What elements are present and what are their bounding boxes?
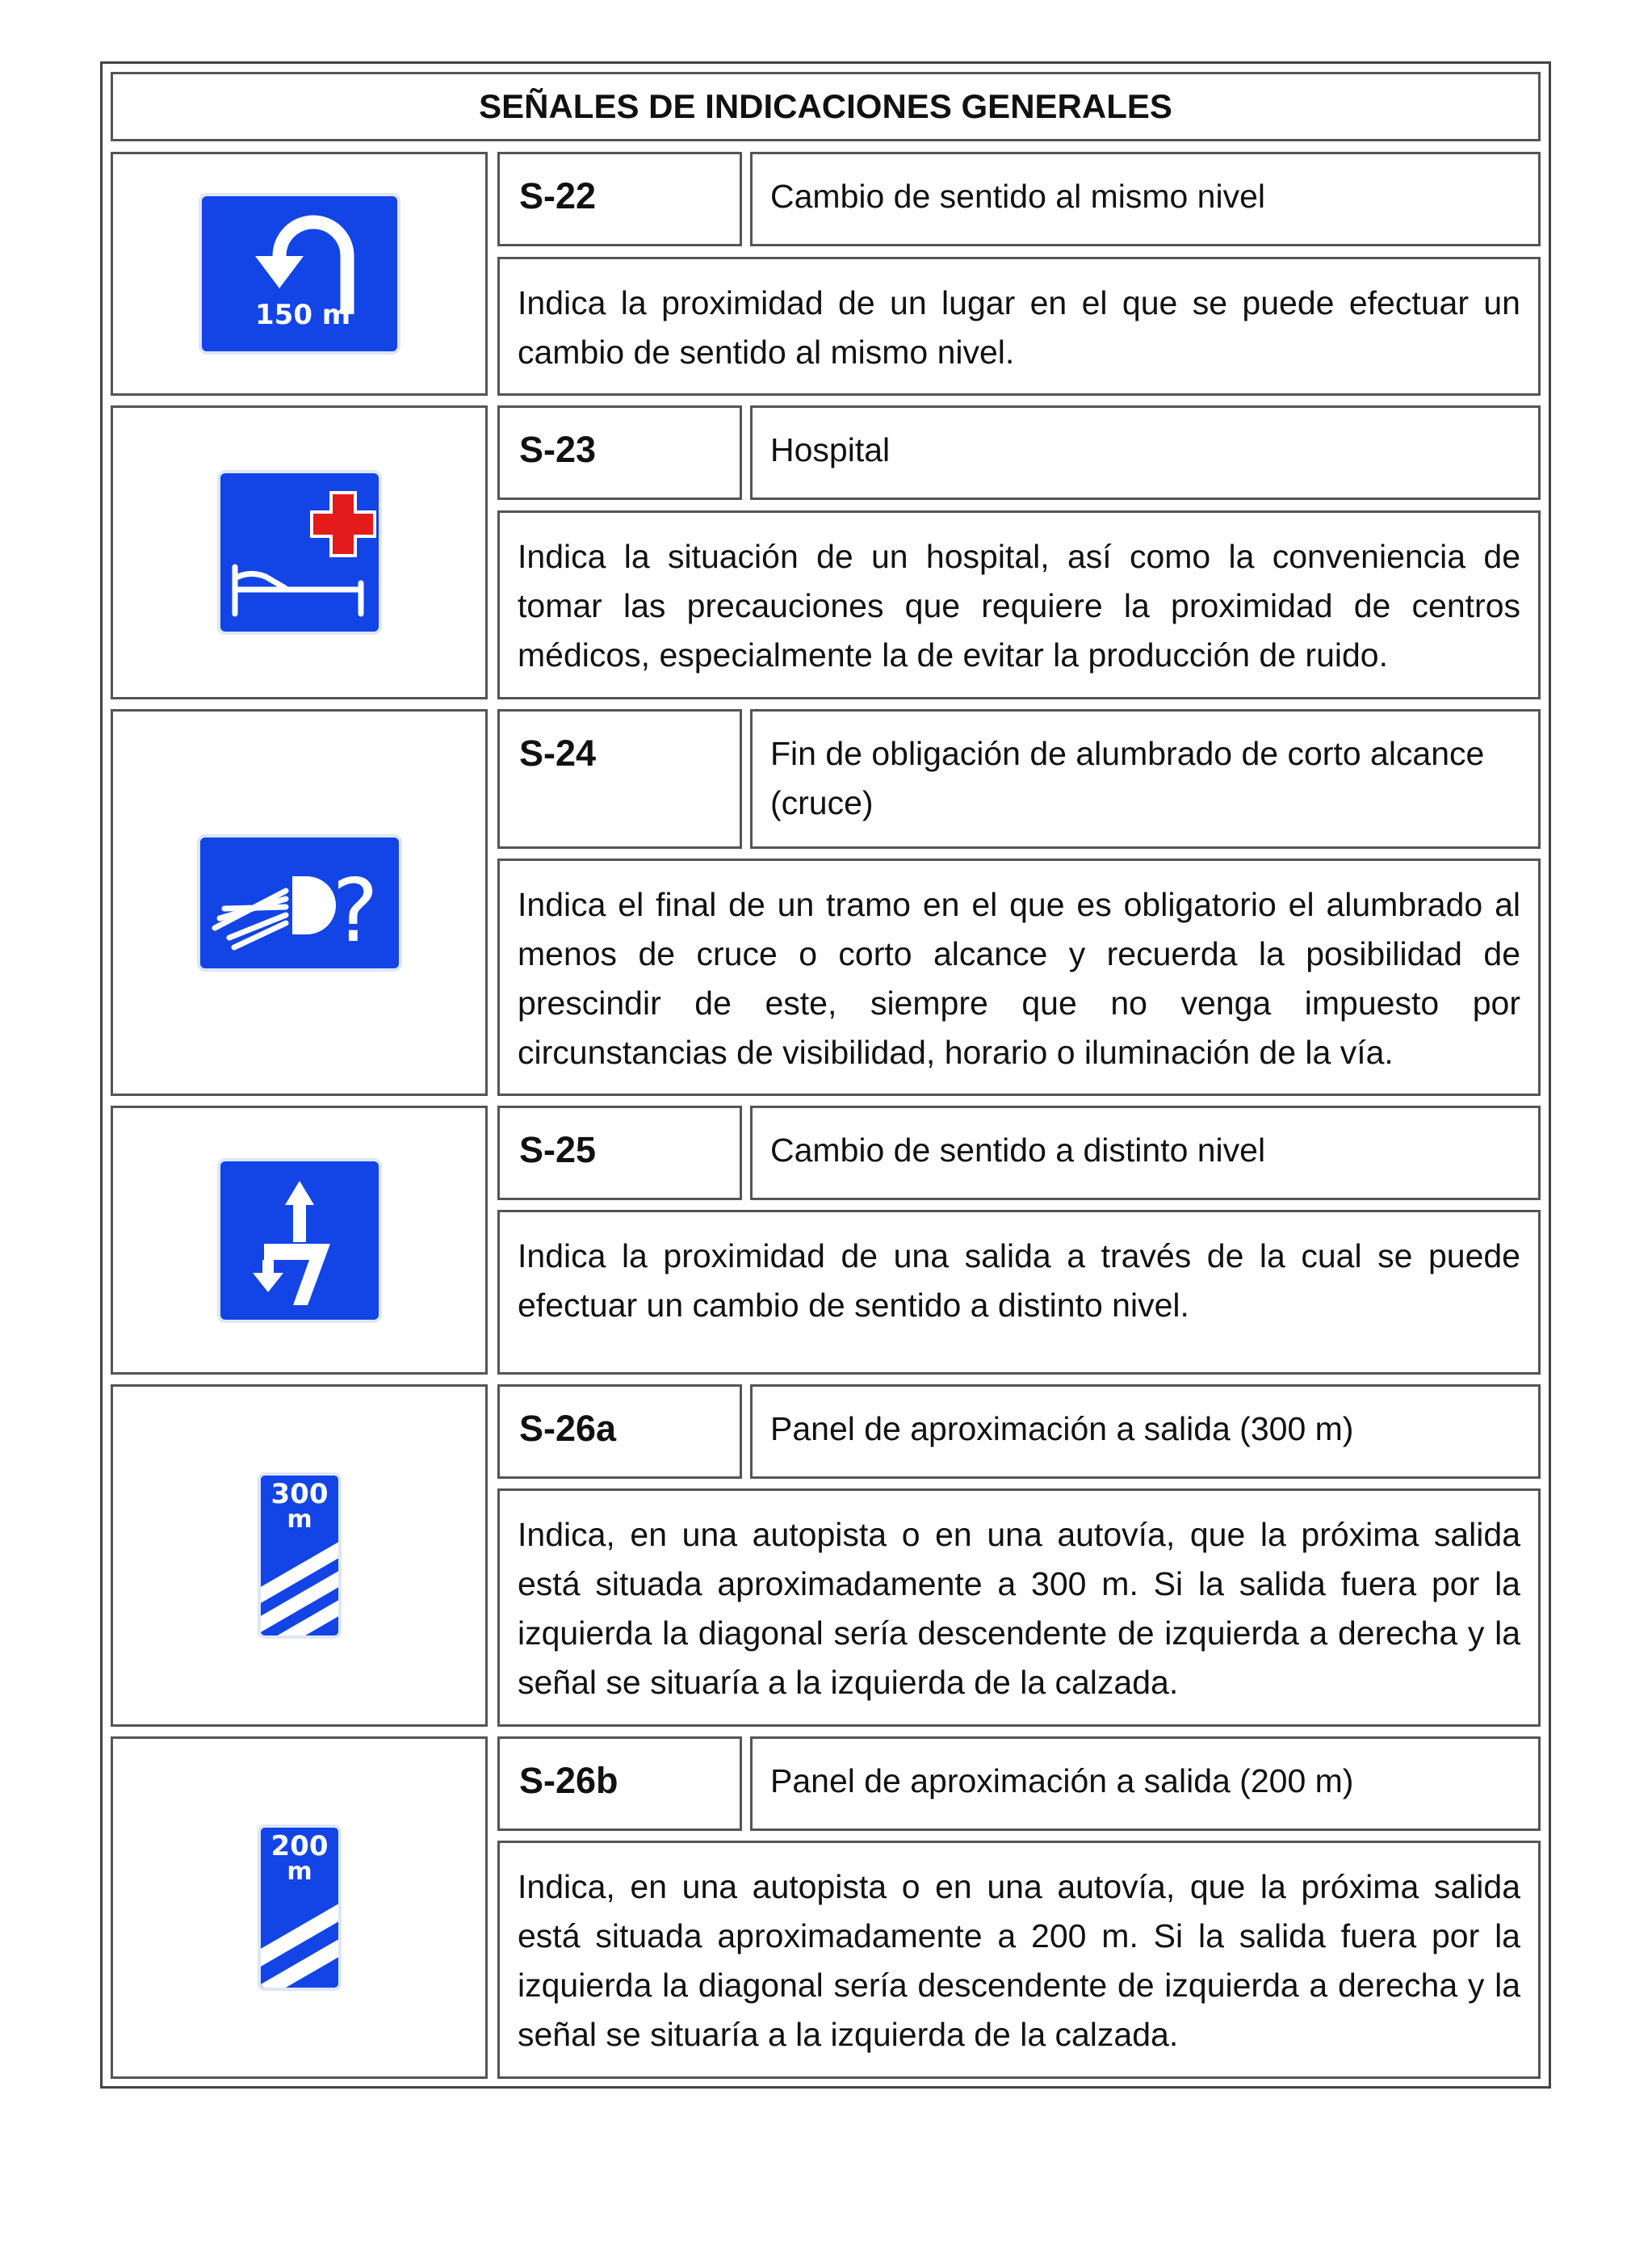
sign-description: Indica la proximidad de una salida a través de la cual se puede efectuar un cambio de sentido a distinto nivel. [497, 1210, 1541, 1375]
sign-distance-text: 150 m [254, 299, 350, 331]
sign-cell-s26b [111, 1736, 488, 2079]
question-mark-text: ? [331, 860, 379, 962]
sign-cell-s26a [111, 1384, 488, 1727]
sign-code: S-22 [497, 152, 742, 246]
sign-cell-s25 [111, 1106, 488, 1375]
sign-description: Indica la proximidad de un lugar en el que se puede efectuar un cambio de sentido al mismo nivel. [497, 257, 1541, 396]
sign-code: S-25 [497, 1106, 742, 1200]
sign-number-text: 200 [270, 1830, 328, 1862]
sign-description: Indica la situación de un hospital, así como la conveniencia de tomar las precauciones que requiere la proximidad de centros médicos, especialmente la de evitar la producción de ruido. [497, 510, 1541, 699]
exit-panel-icon [258, 1824, 342, 1991]
sign-code: S-23 [497, 405, 742, 500]
sign-description: Indica, en una autopista o en una autovía, que la próxima salida está situada aproximadamente a 300 m. Si la salida fuera por la izquierda la diagonal sería descendente de izquierda a derecha y la señal se situaría a la izquierda de la calzada. [497, 1488, 1541, 1727]
sign-name: Fin de obligación de alumbrado de corto alcance (cruce) [750, 709, 1541, 849]
sign-code: S-24 [497, 709, 742, 849]
sign-name: Hospital [750, 405, 1541, 500]
sign-name: Cambio de sentido al mismo nivel [750, 152, 1541, 246]
sign-unit-text: m [286, 1858, 312, 1886]
headlight-question-icon [197, 834, 402, 972]
sign-code: S-26b [497, 1736, 742, 1831]
exit-panel-icon [258, 1472, 342, 1639]
sign-cell-s22 [111, 152, 488, 396]
sign-name: Cambio de sentido a distinto nivel [750, 1106, 1541, 1200]
sign-cell-s24 [111, 709, 488, 1096]
u-turn-icon [199, 193, 400, 355]
sign-name: Panel de aproximación a salida (200 m) [750, 1736, 1541, 1831]
page-title: SEÑALES DE INDICACIONES GENERALES [111, 72, 1541, 141]
sign-unit-text: m [286, 1505, 312, 1534]
sign-description: Indica el final de un tramo en el que es obligatorio el alumbrado al menos de cruce o corto alcance y recuerda la posibilidad de prescindir de este, siempre que no venga impuesto por circunstancias de visibilidad, horario o iluminación de la vía. [497, 859, 1541, 1096]
sign-cell-s23 [111, 405, 488, 699]
sign-number-text: 300 [270, 1478, 328, 1510]
sign-code: S-26a [497, 1384, 742, 1479]
hospital-bed-icon [217, 470, 382, 635]
sign-name: Panel de aproximación a salida (300 m) [750, 1384, 1541, 1479]
interchange-icon [217, 1158, 382, 1323]
sign-description: Indica, en una autopista o en una autovía, que la próxima salida está situada aproximadamente a 200 m. Si la salida fuera por la izquierda la diagonal sería descendente de izquierda a derecha y la señal se situaría a la izquierda de la calzada. [497, 1841, 1541, 2079]
